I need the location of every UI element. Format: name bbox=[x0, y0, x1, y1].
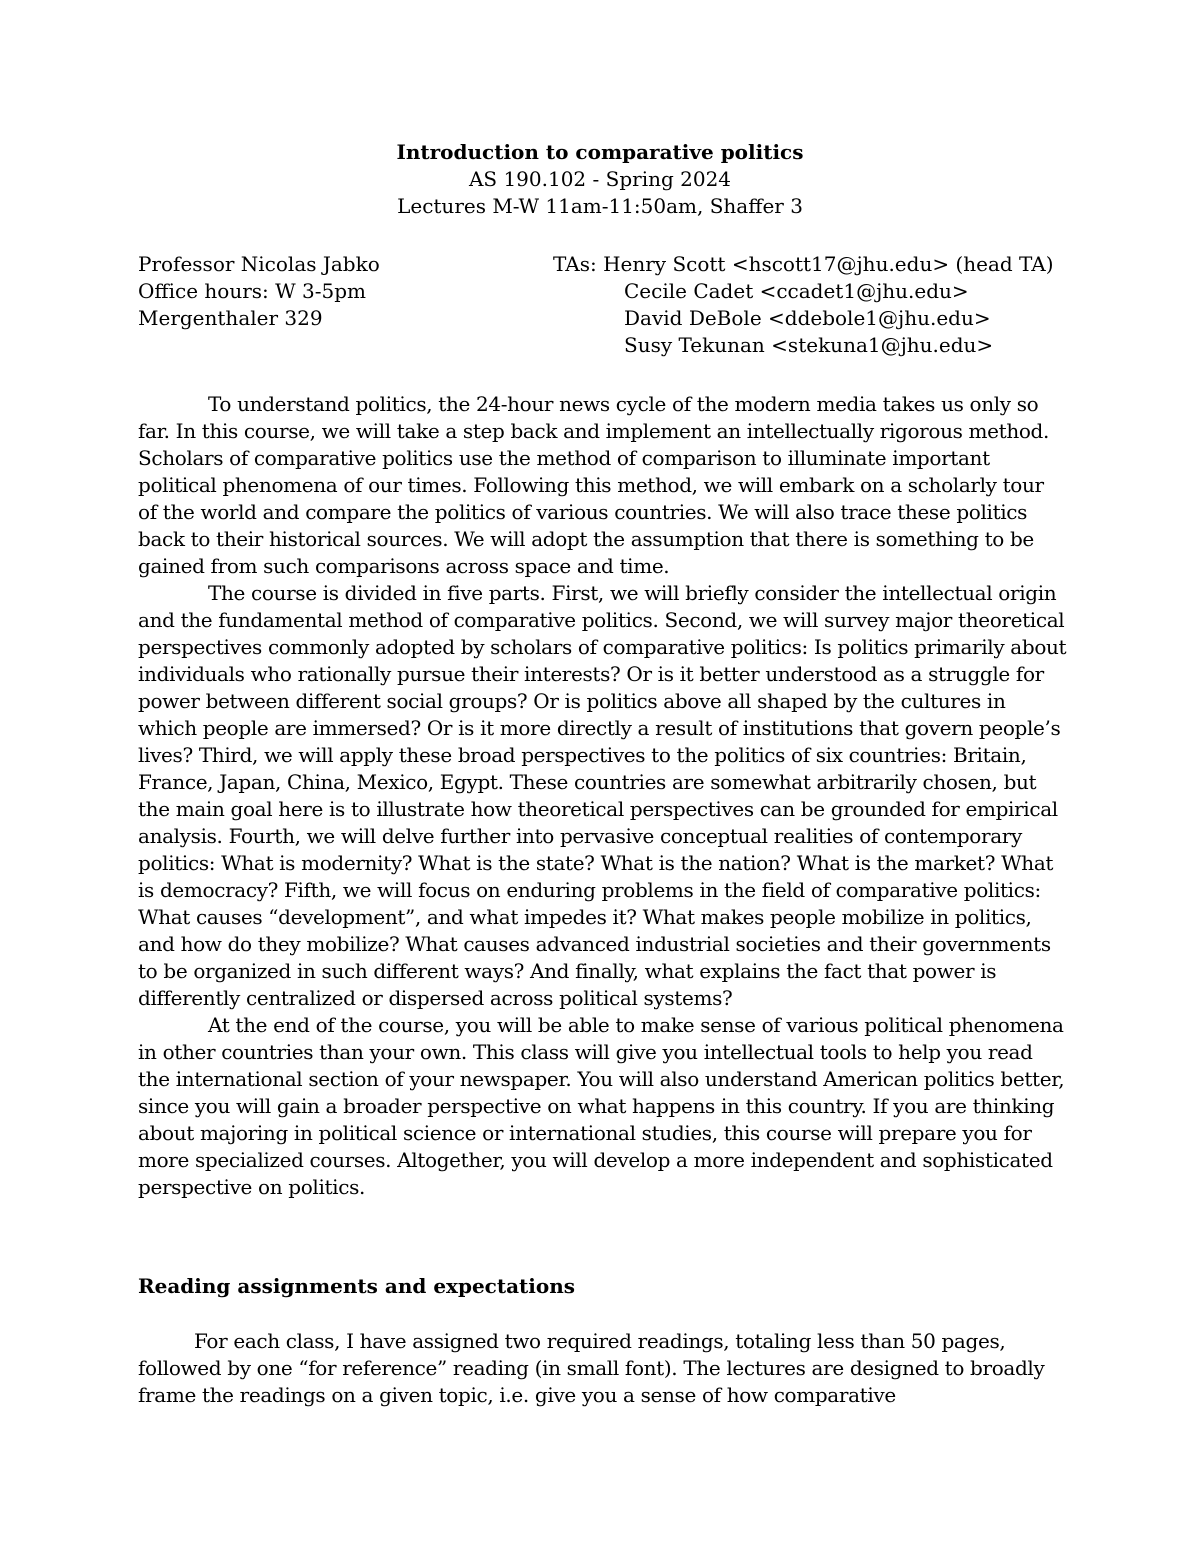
paragraph: For each class, I have assigned two required readings, totaling less than 50 pages, followed by one “for reference” reading (in small font). The lectures are designed to broadly frame the readings on a given topic, i.e. give you a sense of how comparative bbox=[138, 1329, 1045, 1407]
office-hours: Office hours: W 3-5pm bbox=[138, 279, 367, 303]
reading-section-body bbox=[138, 1328, 1068, 1409]
course-code: AS 190.102 - Spring 2024 bbox=[468, 167, 732, 191]
lecture-info: Lectures M-W 11am-11:50am, Shaffer 3 bbox=[397, 194, 803, 218]
ta-entry: Cecile Cadet <ccadet1@jhu.edu> bbox=[624, 279, 969, 303]
ta-name: Henry Scott <hscott17@jhu.edu> (head TA) bbox=[603, 252, 1054, 276]
ta-entry: Susy Tekunan <stekuna1@jhu.edu> bbox=[624, 333, 994, 357]
professor-name: Professor Nicolas Jabko bbox=[138, 252, 380, 276]
ta-list bbox=[553, 251, 1073, 359]
paragraph: To understand politics, the 24-hour news cycle of the modern media takes us only so far. In this course, we will take a step back and implement an intellectually rigorous method. Scholars of comparative politics use the method of comparison to illuminate important political phenomena of our times. Following this method, we will embark on a scholarly tour of the world and compare the politics of various countries. We will also trace these politics back to their historical sources. We will adopt the assumption that there is something to be gained from such comparisons across space and time. bbox=[138, 392, 1050, 578]
course-description bbox=[138, 391, 1068, 1201]
paragraph: At the end of the course, you will be able to make sense of various political phenomena in other countries than your own. This class will give you intellectual tools to help you read the international section of your newspaper. You will also understand American politics better, since you will gain a broader perspective on what happens in this country. If you are thinking about majoring in political science or international studies, this course will prepare you for more specialized courses. Altogether, you will develop a more independent and sophisticated perspective on politics. bbox=[138, 1013, 1065, 1199]
ta-entry-head bbox=[553, 251, 1073, 278]
document-header bbox=[0, 139, 1200, 220]
ta-entry: David DeBole <ddebole1@jhu.edu> bbox=[624, 306, 991, 330]
office-location: Mergenthaler 329 bbox=[138, 306, 323, 330]
section-heading: Reading assignments and expectations bbox=[138, 1274, 576, 1298]
paragraph: The course is divided in five parts. First, we will briefly consider the intellectual origin and the fundamental method of comparative politics. Second, we will survey major theoretical perspectives commonly adopted by scholars of comparative politics: Is politics primarily about individuals who rationally pursue their interests? Or is it better understood as a struggle for power between different social groups? Or is politics above all shaped by the cultures in which people are immersed? Or is it more directly a result of institutions that govern people’s lives? Third, we will apply these broad perspectives to the politics of six countries: Britain, France, Japan, China, Mexico, Egypt. These countries are somewhat arbitrarily chosen, but the main goal here is to illustrate how theoretical perspectives can be grounded for empirical analysis. Fourth, we will delve further into pervasive conceptual realities of contemporary politics: What is modernity? What is the state? What is the nation? What is the market? What is democracy? Fifth, we will focus on enduring problems in the field of comparative politics: What causes “development”, and what impedes it? What makes people mobilize in politics, and how do they mobilize? What causes advanced industrial societies and their governments to be organized in such different ways? And finally, what explains the fact that power is differently centralized or dispersed across political systems? bbox=[138, 581, 1067, 1010]
professor-info bbox=[138, 251, 538, 332]
course-title: Introduction to comparative politics bbox=[396, 140, 804, 164]
ta-label: TAs: bbox=[553, 252, 604, 276]
